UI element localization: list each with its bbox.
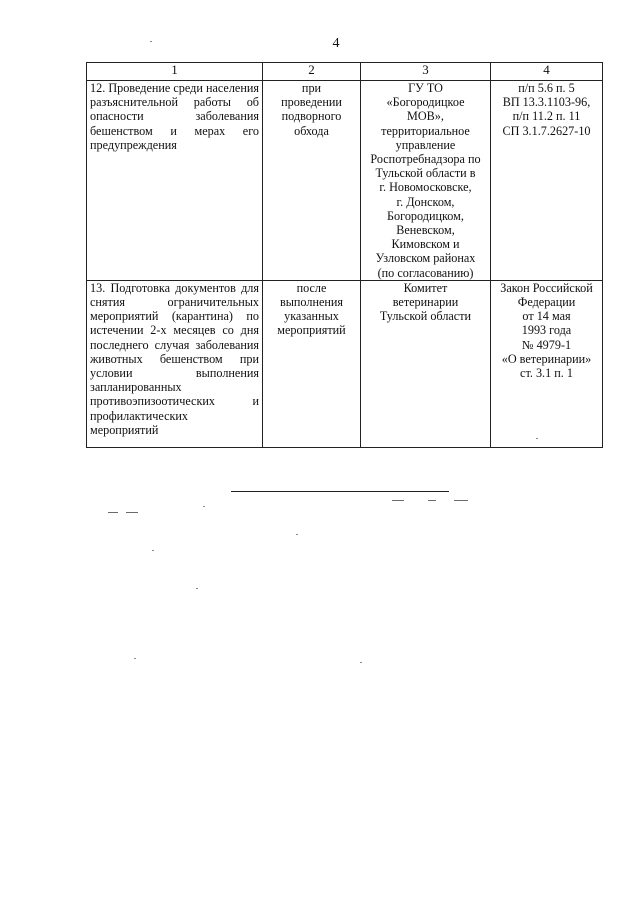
- measure-timing: [263, 81, 361, 281]
- column-header-3: 3: [361, 63, 491, 81]
- column-header-2: 2: [263, 63, 361, 81]
- measure-legal-basis: [491, 81, 603, 281]
- page-number: 4: [332, 36, 340, 51]
- measure-responsible: [361, 81, 491, 281]
- measure-responsible-text: Комитет ветеринарии Тульской области: [379, 280, 472, 324]
- scan-speck: [428, 500, 436, 501]
- measures-table: [86, 62, 603, 448]
- scan-speck: [360, 662, 362, 663]
- scan-speck: [196, 588, 198, 589]
- scan-speck: [536, 438, 538, 439]
- measure-responsible-text: ГУ ТО «Богородицкое МОВ», территориальное управление Роспотребнадзора по Тульской области в г. Новомосковске, г. Донском, Богородицком, Веневском, Кимовском и Узловском районах (по согласованию): [370, 81, 481, 280]
- measure-legal-basis-text: п/п 5.6 п. 5 ВП 13.3.1103-96, п/п 11.2 п. 11 СП 3.1.7.2627-10: [502, 81, 591, 138]
- measure-description-text: 13. Подготовка документов для снятия ограничительных мероприятий (карантина) по истечении 2-х месяцев со дня последнего случая заболевания животных бешенством при условии выполнения запланированных противоэпизоотических и профилактических мероприятий: [90, 280, 259, 437]
- scan-speck: [296, 534, 298, 535]
- column-header-1: 1: [87, 63, 263, 81]
- column-header-4: 4: [491, 63, 603, 81]
- measure-responsible: [361, 280, 491, 447]
- measure-description: [87, 81, 263, 281]
- scan-speck: [152, 550, 154, 551]
- measure-legal-basis: [491, 280, 603, 447]
- table-header-row: [87, 63, 603, 81]
- closing-rule: [231, 491, 449, 492]
- scan-speck: [392, 500, 404, 501]
- scan-speck: [108, 512, 118, 513]
- scan-speck: [150, 41, 152, 42]
- table-row: [87, 81, 603, 281]
- scan-speck: [454, 500, 468, 501]
- scan-speck: [203, 506, 205, 507]
- measure-timing-text: при проведении подворного обхода: [281, 81, 342, 138]
- measure-description: [87, 280, 263, 447]
- measure-timing-text: после выполнения указанных мероприятий: [277, 280, 346, 338]
- measure-timing: [263, 280, 361, 447]
- scan-speck: [126, 512, 138, 513]
- measure-description-text: 12. Проведение среди населения разъяснительной работы об опасности заболевания бешенством и мерах его предупреждения: [90, 81, 259, 152]
- scan-speck: [134, 658, 136, 659]
- table-row: [87, 280, 603, 447]
- measure-legal-basis-text: Закон Российской Федерации от 14 мая 1993 года № 4979-1 «О ветеринарии» ст. 3.1 п. 1: [500, 280, 593, 381]
